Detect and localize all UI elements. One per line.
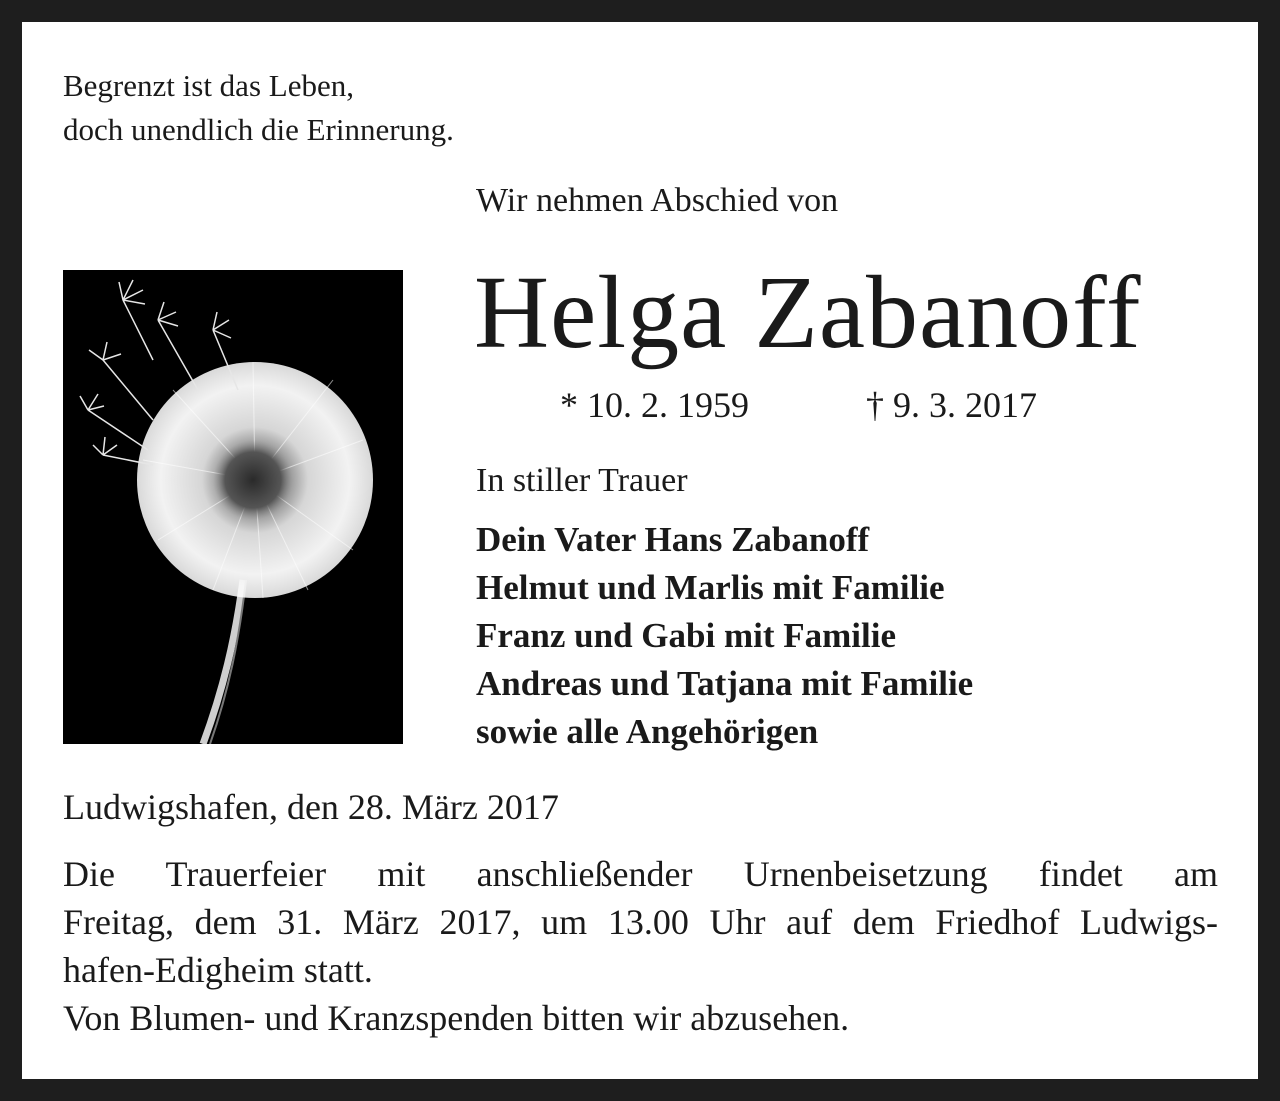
ceremony-line: Die Trauerfeier mit anschließender Urnenbeisetzung findet am bbox=[63, 854, 1218, 894]
mourner-line: sowie alle Angehörigen bbox=[476, 712, 819, 751]
place-and-date: Ludwigshafen, den 28. März 2017 bbox=[63, 787, 559, 827]
ceremony-line: Freitag, dem 31. März 2017, um 13.00 Uhr auf dem Friedhof Ludwigs- bbox=[63, 902, 1218, 942]
farewell-heading: Wir nehmen Abschied von bbox=[476, 182, 839, 219]
mourning-intro: In stiller Trauer bbox=[476, 462, 688, 499]
ceremony-line: Von Blumen- und Kranzspenden bitten wir abzusehen. bbox=[63, 998, 850, 1038]
ceremony-notice bbox=[63, 850, 1218, 1042]
dandelion-photo bbox=[63, 270, 403, 744]
death-date: † 9. 3. 2017 bbox=[866, 385, 1037, 425]
mourner-line: Andreas und Tatjana mit Familie bbox=[476, 664, 974, 703]
dandelion-icon bbox=[63, 270, 403, 744]
mourner-line: Helmut und Marlis mit Familie bbox=[476, 568, 945, 607]
motto-line-2: doch unendlich die Erinnerung. bbox=[63, 112, 454, 147]
motto-line-1: Begrenzt ist das Leben, bbox=[63, 68, 354, 103]
mourner-line: Dein Vater Hans Zabanoff bbox=[476, 520, 870, 559]
mourner-line: Franz und Gabi mit Familie bbox=[476, 616, 896, 655]
birth-date: * 10. 2. 1959 bbox=[560, 385, 749, 425]
ceremony-line: hafen-Edigheim statt. bbox=[63, 950, 373, 990]
deceased-name: Helga Zabanoff bbox=[474, 255, 1142, 370]
